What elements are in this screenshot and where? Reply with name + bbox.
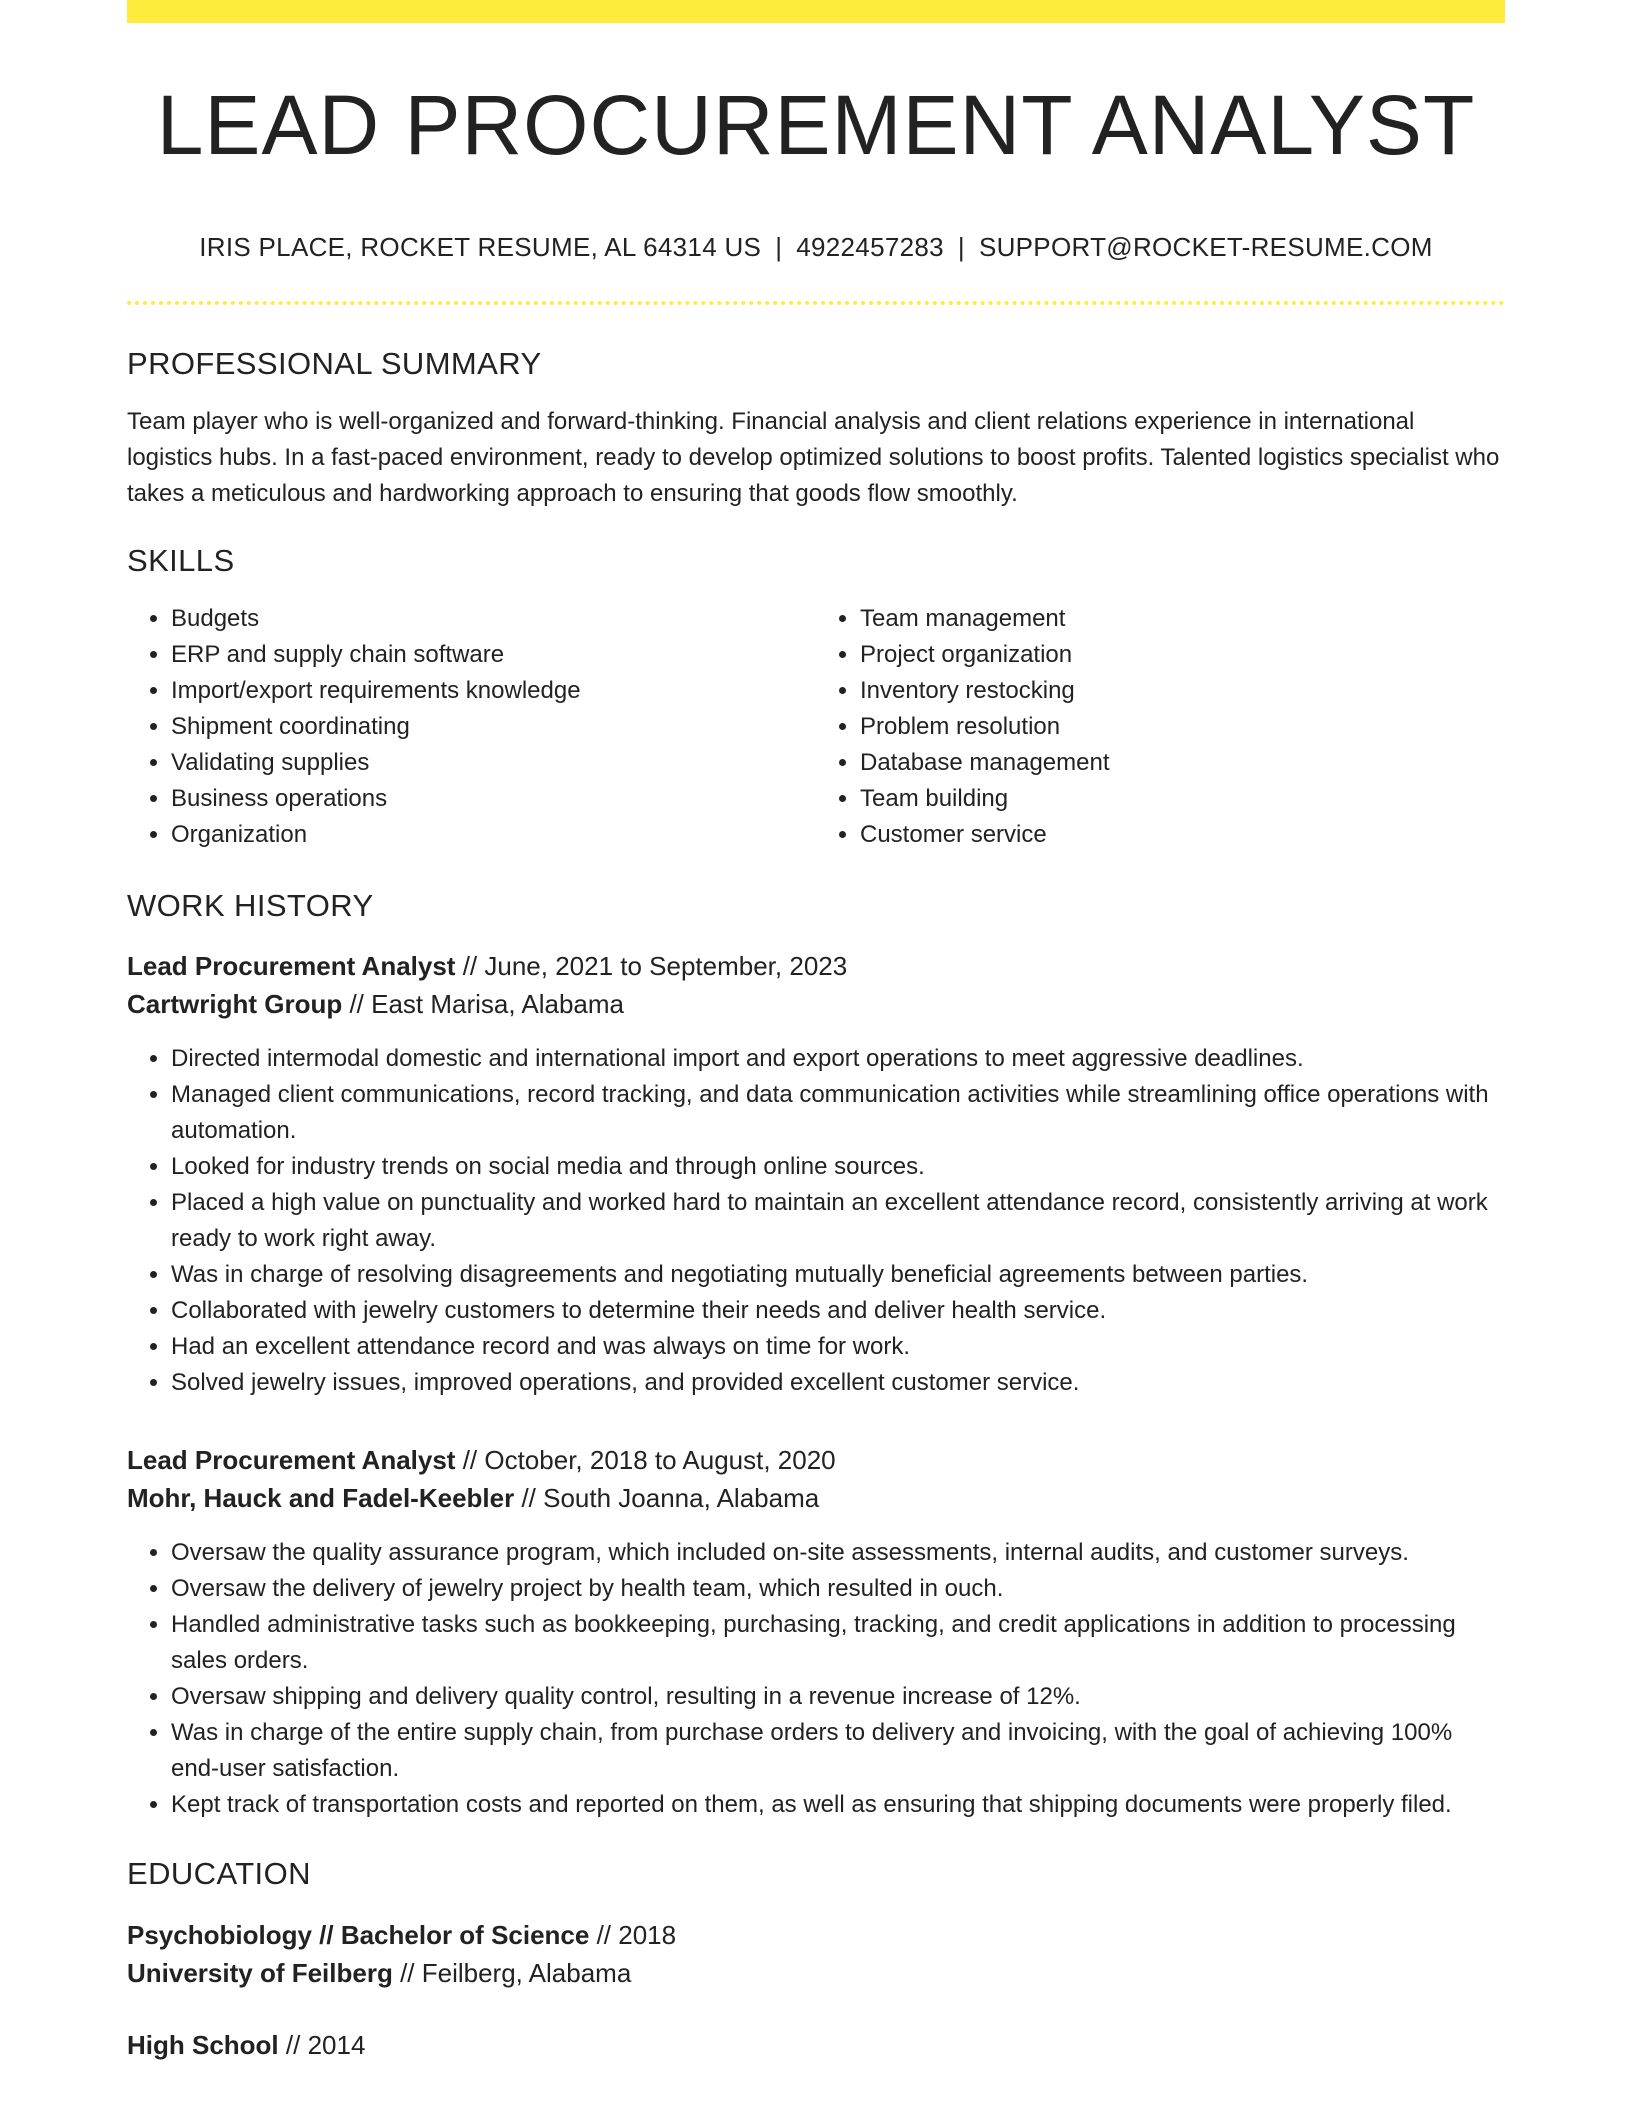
skills-left-list (127, 601, 816, 853)
job-company-line (127, 985, 1505, 1023)
job-bullet: • Directed intermodal domestic and international import and export operations to meet aggressive deadlines. (171, 1041, 1505, 1077)
job-role-line (127, 947, 1505, 985)
skill-item: • Import/export requirements knowledge (171, 673, 816, 709)
education-degree: High School (127, 2029, 279, 2060)
job-bullet: • Had an excellent attendance record and was always on time for work. (171, 1329, 1505, 1365)
job-bullet: • Was in charge of the entire supply chain, from purchase orders to delivery and invoicing, with the goal of achieving 100% end-user satisfaction. (171, 1715, 1505, 1787)
job-bullet: • Oversaw the quality assurance program, which included on-site assessments, internal audits, and customer surveys. (171, 1535, 1505, 1571)
education-degree-line (127, 1916, 1505, 1954)
job-company: Cartwright Group (127, 988, 343, 1019)
skill-item: • Budgets (171, 601, 816, 637)
skill-item: • Validating supplies (171, 745, 816, 781)
job-bullet: • Looked for industry trends on social media and through online sources. (171, 1149, 1505, 1185)
education-entry (127, 1916, 1505, 1992)
job-company-line (127, 1479, 1505, 1517)
resume-page (127, 0, 1505, 2064)
job-bullet: • Kept track of transportation costs and reported on them, as well as ensuring that shipping documents were properly filed. (171, 1787, 1505, 1823)
job-bullet: • Managed client communications, record tracking, and data communication activities while streamlining office operations with automation. (171, 1077, 1505, 1149)
education-year: // 2014 (278, 2029, 366, 2060)
contact-line (127, 232, 1505, 263)
summary-heading: PROFESSIONAL SUMMARY (127, 346, 542, 381)
contact-email: SUPPORT@ROCKET-RESUME.COM (978, 232, 1433, 262)
job-role: Lead Procurement Analyst (127, 950, 456, 981)
job-dates: // October, 2018 to August, 2020 (455, 1444, 836, 1475)
job-location: // East Marisa, Alabama (342, 988, 625, 1019)
skill-item: • ERP and supply chain software (171, 637, 816, 673)
education-entry (127, 2026, 1505, 2064)
job-entry (127, 947, 1505, 1401)
job-bullet: • Placed a high value on punctuality and worked hard to maintain an excellent attendance record, consistently arriving at work ready to work right away. (171, 1185, 1505, 1257)
education-degree-line (127, 2026, 1505, 2064)
work-history-heading: WORK HISTORY (127, 888, 374, 924)
education-location: // Feilberg, Alabama (392, 1957, 632, 1988)
skill-item: • Database management (860, 745, 1505, 781)
summary-text: Team player who is well-organized and forward-thinking. Financial analysis and client relations experience in international logistics hubs. In a fast-paced environment, ready to develop optimized solutions to boost profits. Talented logistics specialist who takes a meticulous and hardworking approach to ensuring that goods flow smoothly. (127, 408, 1500, 508)
skill-item: • Problem resolution (860, 709, 1505, 745)
job-bullet: • Solved jewelry issues, improved operations, and provided excellent customer service. (171, 1365, 1505, 1401)
job-dates: // June, 2021 to September, 2023 (455, 950, 848, 981)
skill-item: • Project organization (860, 637, 1505, 673)
education-year: // 2018 (589, 1919, 677, 1950)
job-bullet: • Oversaw the delivery of jewelry project by health team, which resulted in ouch. (171, 1571, 1505, 1607)
skill-item: • Business operations (171, 781, 816, 817)
skill-item: • Inventory restocking (860, 673, 1505, 709)
skill-item: • Organization (171, 817, 816, 853)
job-role: Lead Procurement Analyst (127, 1444, 456, 1475)
skill-item: • Customer service (860, 817, 1505, 853)
skills-heading: SKILLS (127, 543, 235, 579)
job-role-line (127, 1441, 1505, 1479)
resume-title: LEAD PROCUREMENT ANALYST (156, 78, 1476, 172)
contact-separator: | (775, 232, 783, 262)
contact-separator: | (957, 232, 965, 262)
skill-item: • Team building (860, 781, 1505, 817)
skills-right-list (816, 601, 1505, 853)
job-bullet: • Collaborated with jewelry customers to determine their needs and deliver health service. (171, 1293, 1505, 1329)
job-bullets (127, 1535, 1505, 1823)
job-bullets (127, 1041, 1505, 1401)
job-location: // South Joanna, Alabama (514, 1482, 820, 1513)
skill-item: • Shipment coordinating (171, 709, 816, 745)
job-bullet: • Was in charge of resolving disagreements and negotiating mutually beneficial agreements between parties. (171, 1257, 1505, 1293)
skill-item: • Team management (860, 601, 1505, 637)
contact-phone: 4922457283 (796, 232, 944, 262)
education-heading: EDUCATION (127, 1855, 311, 1891)
job-entry (127, 1441, 1505, 1823)
job-company: Mohr, Hauck and Fadel-Keebler (127, 1482, 515, 1513)
skills-columns (127, 601, 1505, 853)
job-bullet: • Handled administrative tasks such as bookkeeping, purchasing, tracking, and credit applications in addition to processing sales orders. (171, 1607, 1505, 1679)
education-school-line (127, 1954, 1505, 1992)
education-degree: Psychobiology // Bachelor of Science (127, 1919, 590, 1950)
dotted-divider (127, 301, 1505, 305)
contact-address: IRIS PLACE, ROCKET RESUME, AL 64314 US (199, 232, 762, 262)
job-bullet: • Oversaw shipping and delivery quality control, resulting in a revenue increase of 12%. (171, 1679, 1505, 1715)
education-school: University of Feilberg (127, 1957, 393, 1988)
top-accent-bar (127, 0, 1505, 23)
